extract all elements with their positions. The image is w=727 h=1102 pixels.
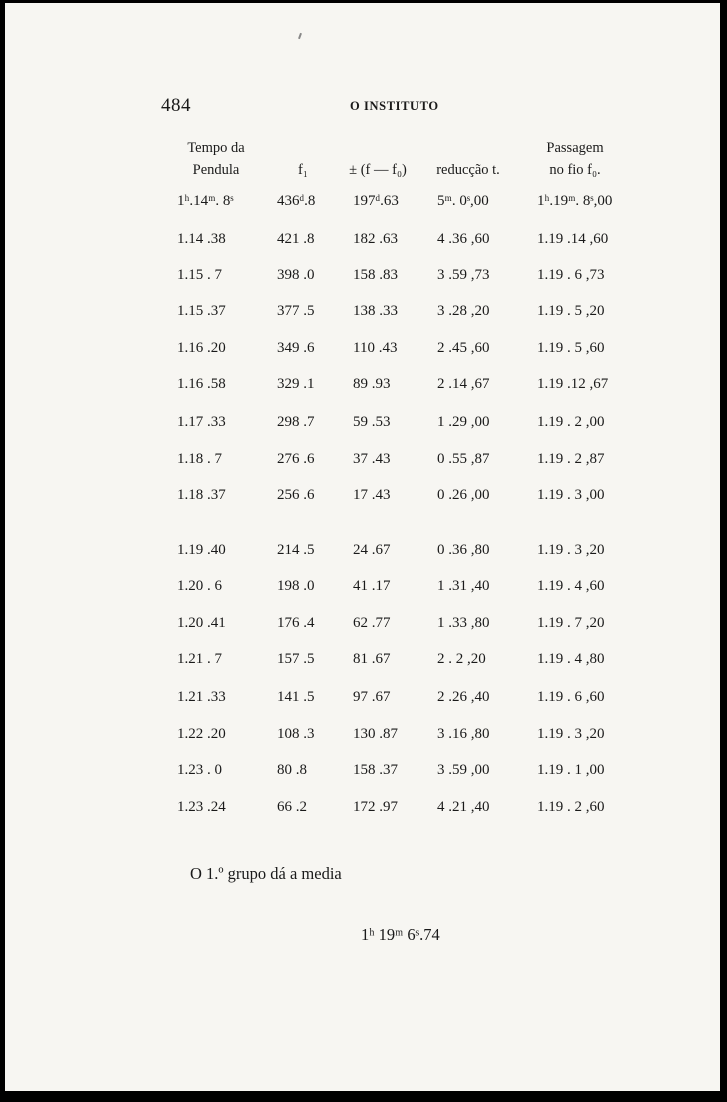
cell-f: 329 .1	[277, 376, 315, 392]
cell-diff: 130 .87	[353, 726, 398, 742]
cell-time: 1.21 . 7	[177, 651, 222, 667]
column-header-f: f₁	[298, 162, 308, 178]
cell-diff: 197ᵈ.63	[353, 193, 399, 209]
cell-diff: 81 .67	[353, 651, 391, 667]
cell-diff: 17 .43	[353, 487, 391, 503]
cell-f: 80 .8	[277, 762, 307, 778]
stray-ink-mark	[298, 33, 302, 39]
cell-time: 1.22 .20	[177, 726, 226, 742]
table-row	[5, 762, 720, 784]
table-row	[5, 303, 720, 325]
document-page	[5, 3, 720, 1091]
summary-text: O 1.º grupo dá a media	[190, 864, 342, 883]
cell-diff: 158 .83	[353, 267, 398, 283]
table-row	[5, 651, 720, 673]
cell-time: 1.20 . 6	[177, 578, 222, 594]
cell-passage: 1.19 . 5 ,20	[537, 303, 605, 319]
cell-passage: 1.19 . 7 ,20	[537, 615, 605, 631]
cell-f: 256 .6	[277, 487, 315, 503]
cell-diff: 97 .67	[353, 689, 391, 705]
cell-f: 377 .5	[277, 303, 315, 319]
cell-passage: 1.19 .14 ,60	[537, 231, 609, 247]
cell-diff: 37 .43	[353, 451, 391, 467]
cell-passage: 1.19 . 4 ,60	[537, 578, 605, 594]
cell-time: 1.20 .41	[177, 615, 226, 631]
cell-reduction: 0 .36 ,80	[437, 542, 490, 558]
table-row	[5, 542, 720, 564]
cell-time: 1.14 .38	[177, 231, 226, 247]
cell-time: 1.23 .24	[177, 799, 226, 815]
cell-reduction: 0 .26 ,00	[437, 487, 490, 503]
cell-f: 298 .7	[277, 414, 315, 430]
page-header	[5, 95, 720, 119]
summary-value: 1ʰ 19ᵐ 6ˢ.74	[361, 925, 440, 944]
cell-reduction: 2 .26 ,40	[437, 689, 490, 705]
cell-passage: 1.19 . 3 ,00	[537, 487, 605, 503]
table-row	[5, 414, 720, 436]
cell-f: 349 .6	[277, 340, 315, 356]
cell-f: 436ᵈ.8	[277, 193, 316, 209]
cell-reduction: 0 .55 ,87	[437, 451, 490, 467]
cell-f: 398 .0	[277, 267, 315, 283]
cell-passage: 1.19 . 6 ,60	[537, 689, 605, 705]
cell-time: 1.16 .58	[177, 376, 226, 392]
cell-f: 66 .2	[277, 799, 307, 815]
cell-diff: 110 .43	[353, 340, 398, 356]
cell-passage: 1ʰ.19ᵐ. 8ˢ,00	[537, 193, 613, 209]
cell-f: 141 .5	[277, 689, 315, 705]
cell-diff: 62 .77	[353, 615, 391, 631]
cell-reduction: 4 .36 ,60	[437, 231, 490, 247]
cell-reduction: 4 .21 ,40	[437, 799, 490, 815]
cell-time: 1.18 .37	[177, 487, 226, 503]
page-number: 484	[161, 95, 191, 116]
cell-diff: 89 .93	[353, 376, 391, 392]
cell-reduction: 5ᵐ. 0ˢ,00	[437, 193, 489, 209]
table-row	[5, 689, 720, 711]
column-header-diff: ± (f — f₀)	[349, 162, 407, 178]
cell-diff: 182 .63	[353, 231, 398, 247]
cell-reduction: 1 .29 ,00	[437, 414, 490, 430]
cell-time: 1.16 .20	[177, 340, 226, 356]
cell-passage: 1.19 . 2 ,87	[537, 451, 605, 467]
table-row	[5, 799, 720, 821]
cell-f: 421 .8	[277, 231, 315, 247]
cell-reduction: 3 .59 ,73	[437, 267, 490, 283]
cell-time: 1.17 .33	[177, 414, 226, 430]
cell-passage: 1.19 . 4 ,80	[537, 651, 605, 667]
cell-time: 1.19 .40	[177, 542, 226, 558]
cell-passage: 1.19 . 2 ,60	[537, 799, 605, 815]
cell-reduction: 1 .33 ,80	[437, 615, 490, 631]
cell-time: 1.15 . 7	[177, 267, 222, 283]
table-row	[5, 487, 720, 509]
cell-reduction: 3 .59 ,00	[437, 762, 490, 778]
cell-diff: 24 .67	[353, 542, 391, 558]
cell-diff: 41 .17	[353, 578, 391, 594]
table-row	[5, 726, 720, 748]
cell-reduction: 3 .16 ,80	[437, 726, 490, 742]
cell-passage: 1.19 . 3 ,20	[537, 542, 605, 558]
cell-f: 198 .0	[277, 578, 315, 594]
table-row	[5, 231, 720, 253]
column-header-passage: Passagem no fio f₀.	[546, 140, 604, 178]
cell-f: 157 .5	[277, 651, 315, 667]
cell-f: 214 .5	[277, 542, 315, 558]
cell-f: 108 .3	[277, 726, 315, 742]
table-row	[5, 376, 720, 398]
running-title: O INSTITUTO	[350, 99, 439, 113]
cell-time: 1.23 . 0	[177, 762, 222, 778]
column-header-time: Tempo da Pendula	[187, 140, 245, 178]
cell-passage: 1.19 . 6 ,73	[537, 267, 605, 283]
cell-passage: 1.19 . 3 ,20	[537, 726, 605, 742]
cell-time: 1.21 .33	[177, 689, 226, 705]
cell-reduction: 1 .31 ,40	[437, 578, 490, 594]
cell-diff: 172 .97	[353, 799, 398, 815]
cell-time: 1.18 . 7	[177, 451, 222, 467]
cell-reduction: 3 .28 ,20	[437, 303, 490, 319]
cell-passage: 1.19 . 5 ,60	[537, 340, 605, 356]
column-header-reduction: reducção t.	[436, 162, 500, 178]
cell-reduction: 2 . 2 ,20	[437, 651, 486, 667]
table-row	[5, 267, 720, 289]
table-row	[5, 615, 720, 637]
cell-passage: 1.19 . 1 ,00	[537, 762, 605, 778]
cell-diff: 158 .37	[353, 762, 398, 778]
cell-passage: 1.19 .12 ,67	[537, 376, 609, 392]
cell-diff: 138 .33	[353, 303, 398, 319]
cell-f: 276 .6	[277, 451, 315, 467]
table-row	[5, 340, 720, 362]
cell-reduction: 2 .45 ,60	[437, 340, 490, 356]
cell-passage: 1.19 . 2 ,00	[537, 414, 605, 430]
table-row	[5, 193, 720, 215]
cell-time: 1ʰ.14ᵐ. 8ˢ	[177, 193, 234, 209]
table-row	[5, 451, 720, 473]
cell-f: 176 .4	[277, 615, 315, 631]
cell-diff: 59 .53	[353, 414, 391, 430]
cell-time: 1.15 .37	[177, 303, 226, 319]
table-row	[5, 578, 720, 600]
cell-reduction: 2 .14 ,67	[437, 376, 490, 392]
